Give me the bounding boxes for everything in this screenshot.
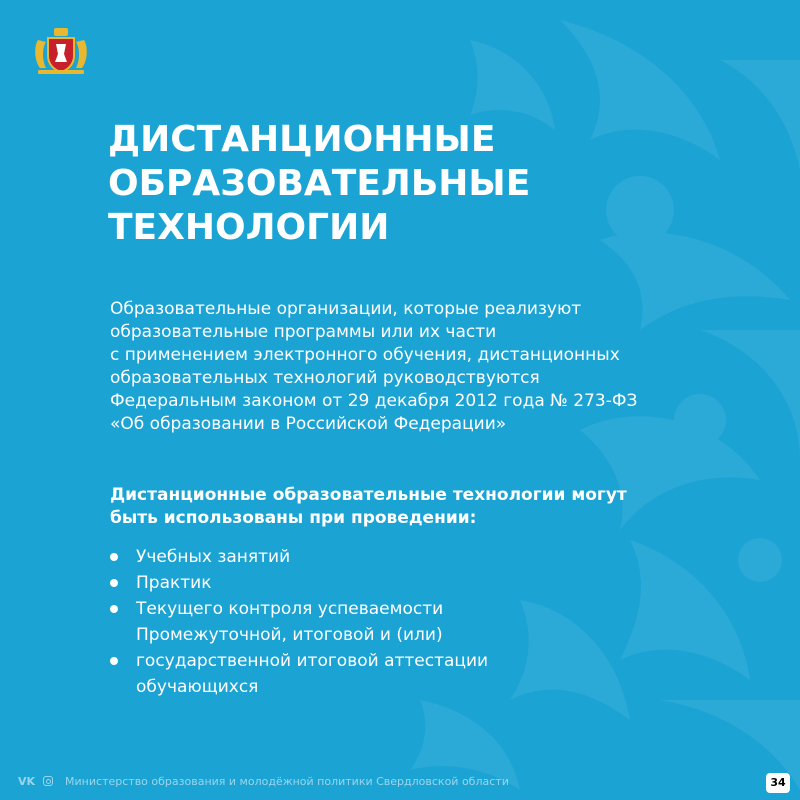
footer bbox=[18, 772, 509, 790]
list-item-text: Промежуточной, итоговой и (или) bbox=[136, 625, 443, 645]
page-number-badge: 34 bbox=[766, 773, 790, 793]
intro-line: образовательные программы или их части bbox=[110, 322, 497, 342]
intro-line: образовательных технологий руководствуются bbox=[110, 368, 540, 388]
intro-line: Образовательные организации, которые реализуют bbox=[110, 299, 582, 319]
intro-line: «Об образовании в Российской Федерации» bbox=[110, 414, 507, 434]
instagram-icon[interactable] bbox=[43, 776, 53, 786]
list-item bbox=[110, 544, 730, 570]
coat-of-arms-emblem bbox=[30, 26, 92, 76]
list-item bbox=[110, 596, 730, 648]
list-item-text: Учебных занятий bbox=[136, 547, 291, 567]
ministry-name: Министерство образования и молодёжной политики Свердловской области bbox=[65, 774, 509, 788]
title-line: ОБРАЗОВАТЕЛЬНЫЕ bbox=[108, 163, 531, 204]
bullet-icon bbox=[110, 553, 118, 561]
list-item-text: Текущего контроля успеваемости bbox=[136, 599, 444, 619]
subheading bbox=[110, 484, 730, 530]
intro-paragraph bbox=[110, 298, 730, 436]
intro-line: Федеральным законом от 29 декабря 2012 года № 273-ФЗ bbox=[110, 391, 638, 411]
list-item-text: государственной итоговой аттестации bbox=[136, 651, 489, 671]
page-title bbox=[108, 118, 728, 250]
bullet-icon bbox=[110, 579, 118, 587]
subheading-line: быть использованы при проведении: bbox=[110, 508, 477, 528]
title-line: ТЕХНОЛОГИИ bbox=[108, 207, 390, 248]
list-item-text: Практик bbox=[136, 573, 212, 593]
list-item bbox=[110, 570, 730, 596]
subheading-line: Дистанционные образовательные технологии могут bbox=[110, 485, 627, 505]
list-item-text: обучающихся bbox=[136, 677, 259, 697]
vk-icon[interactable]: VK bbox=[18, 774, 36, 788]
intro-line: с применением электронного обучения, дистанционных bbox=[110, 345, 620, 365]
bullet-icon bbox=[110, 657, 118, 665]
bullet-icon bbox=[110, 605, 118, 613]
title-line: ДИСТАНЦИОННЫЕ bbox=[108, 119, 496, 160]
bullet-list bbox=[110, 544, 730, 700]
list-item bbox=[110, 648, 730, 700]
